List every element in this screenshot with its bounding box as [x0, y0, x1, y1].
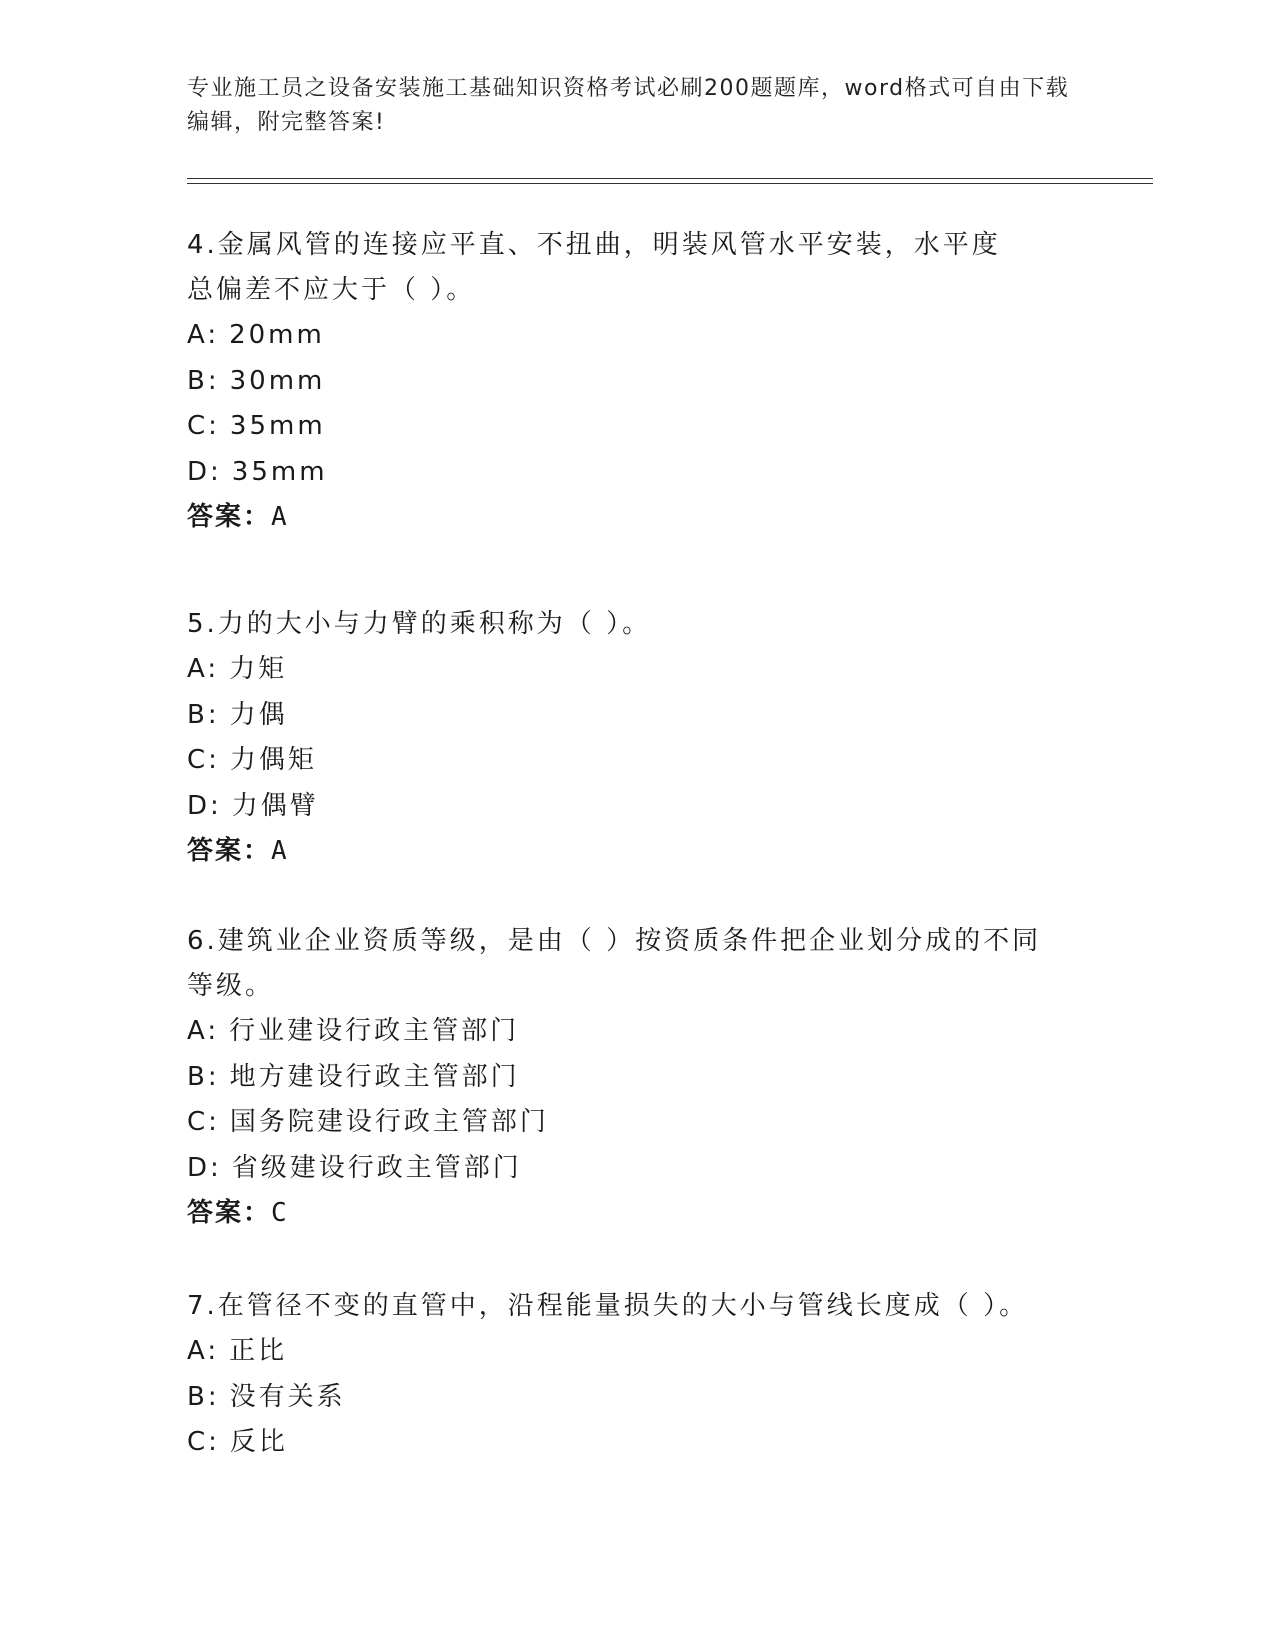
option-key: A: [187, 1336, 220, 1366]
question-stem: 7.在管径不变的直管中，沿程能量损失的大小与管线长度成（ ）。 [187, 1291, 1029, 1321]
option-a [187, 313, 1087, 359]
option-text: 30mm [229, 365, 326, 396]
answer-value: A [271, 836, 289, 866]
option-text: 行业建设行政主管部门 [229, 1016, 520, 1046]
question-7 [187, 1284, 1087, 1466]
option-d [187, 784, 1087, 830]
document-header: 专业施工员之设备安装施工基础知识资格考试必刷200题题库，word格式可自由下载编辑，附完整答案! [187, 76, 1070, 135]
option-text: 35mm [231, 456, 328, 487]
question-4 [187, 223, 1087, 540]
option-text: 35mm [229, 411, 326, 441]
option-d [187, 450, 1087, 496]
option-b [187, 693, 1087, 739]
answer-label: 答案： [187, 502, 272, 532]
option-b [187, 1375, 1087, 1421]
option-text: 正比 [229, 1336, 288, 1366]
option-c [187, 404, 1087, 450]
option-b [187, 1055, 1087, 1101]
option-text: 反比 [229, 1427, 288, 1457]
option-key: C: [187, 411, 220, 441]
option-b [187, 359, 1087, 405]
answer [187, 1191, 1087, 1236]
header-divider-top [187, 178, 1153, 179]
option-key: D: [187, 456, 222, 487]
answer [187, 829, 1087, 874]
question-stem: 6.建筑业企业资质等级，是由（ ）按资质条件把企业划分成的不同等级。 [187, 926, 1042, 1001]
option-key: A: [187, 1016, 220, 1046]
answer-value: C [271, 1198, 289, 1228]
question-5 [187, 602, 1087, 874]
answer-label: 答案： [187, 1198, 272, 1228]
option-text: 力偶臂 [231, 790, 319, 821]
question-stem: 4.金属风管的连接应平直、不扭曲，明装风管水平安装，水平度总偏差不应大于（ ）。 [187, 230, 1001, 305]
option-key: A: [187, 654, 220, 684]
option-text: 力矩 [229, 654, 288, 684]
option-key: C: [187, 1427, 220, 1457]
option-d [187, 1146, 1087, 1192]
option-text: 20mm [229, 320, 325, 350]
option-key: B: [187, 1381, 220, 1412]
option-c [187, 738, 1087, 784]
option-c [187, 1420, 1087, 1466]
option-key: D: [187, 1152, 222, 1183]
answer-value: A [271, 502, 289, 532]
option-a [187, 1009, 1087, 1055]
option-text: 省级建设行政主管部门 [231, 1152, 522, 1183]
question-stem: 5.力的大小与力臂的乘积称为（ ）。 [187, 609, 652, 639]
question-6 [187, 919, 1087, 1236]
option-key: D: [187, 790, 222, 821]
option-a [187, 1329, 1087, 1375]
option-a [187, 647, 1087, 693]
answer [187, 495, 1087, 540]
option-key: C: [187, 1107, 220, 1137]
option-text: 力偶矩 [229, 745, 317, 775]
option-key: B: [187, 699, 220, 730]
option-text: 国务院建设行政主管部门 [229, 1107, 549, 1137]
option-text: 没有关系 [229, 1381, 346, 1412]
option-key: C: [187, 745, 220, 775]
option-key: A: [187, 320, 220, 350]
option-key: B: [187, 1061, 220, 1092]
answer-label: 答案： [187, 836, 272, 866]
option-text: 地方建设行政主管部门 [229, 1061, 520, 1092]
option-text: 力偶 [229, 699, 288, 730]
header-divider-bottom [187, 183, 1153, 184]
option-key: B: [187, 365, 220, 396]
option-c [187, 1100, 1087, 1146]
